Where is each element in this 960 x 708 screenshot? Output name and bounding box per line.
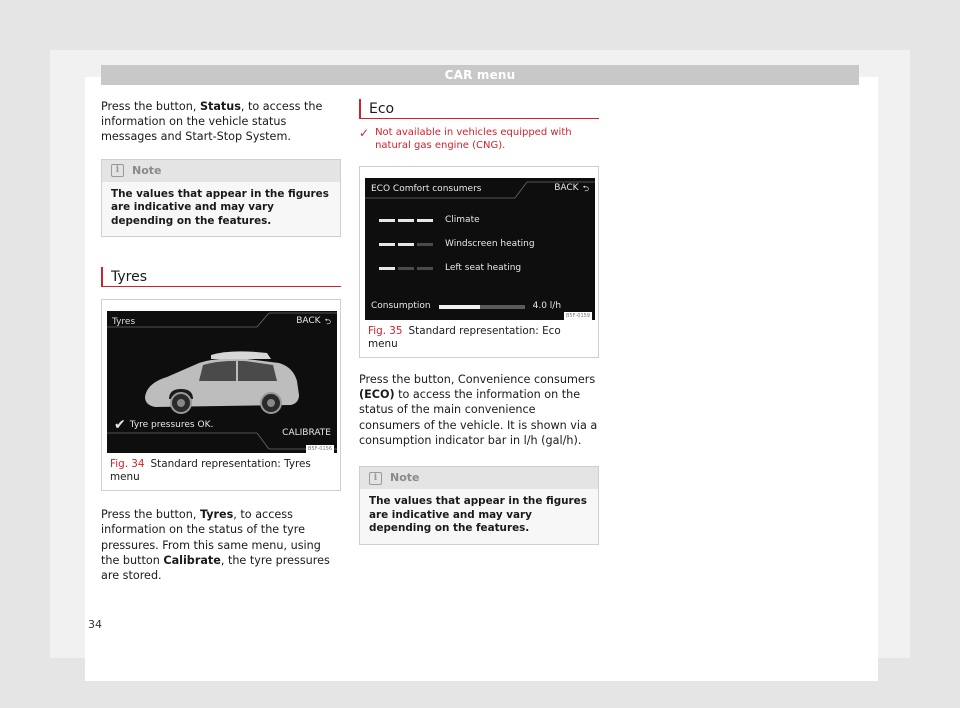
tyre-status: ✔ Tyre pressures OK.: [114, 416, 214, 433]
figure-eco: [359, 166, 599, 358]
eco-term: (ECO): [359, 388, 395, 402]
tyres-screen-title: Tyres: [112, 317, 136, 328]
consumer-label: Climate: [445, 215, 480, 225]
level-dash: [417, 267, 433, 270]
middle-column: [359, 99, 599, 545]
level-dash: [398, 243, 414, 246]
tyres-paragraph: Press the button, Tyres, to access information on the status of the tyre pressures. From this same menu, using the button Calibrate, the tyre pressures are stored.: [101, 508, 330, 582]
calibrate-button[interactable]: CALIBRATE: [282, 427, 331, 438]
note-header: [102, 160, 340, 182]
note-box: [101, 159, 341, 238]
level-dash: [417, 219, 433, 222]
note-text: The values that appear in the figures are indicative and may vary depending on the features.: [369, 495, 587, 535]
level-dash: [379, 243, 395, 246]
figure-number: Fig. 35: [368, 325, 403, 337]
info-icon: i: [111, 164, 124, 177]
figure-number: Fig. 34: [110, 458, 145, 471]
consumption-bar: [439, 305, 525, 309]
left-column: [101, 99, 341, 583]
eco-screen: [365, 178, 595, 320]
consumption-value: 4.0 l/h: [532, 301, 562, 311]
image-code: B5F-0156: [307, 446, 332, 453]
note-title: Note: [390, 471, 420, 485]
consumer-level-indicator: [379, 267, 439, 270]
figure-tyres: [101, 299, 341, 491]
back-arrow-icon: ⮌: [324, 317, 331, 327]
figure-caption: Fig. 35 Standard representation: Eco menu: [368, 325, 561, 350]
chapter-header: CAR menu: [101, 65, 859, 85]
note-text: The values that appear in the figures are indicative and may vary depending on the features.: [111, 187, 329, 227]
back-button[interactable]: BACK ⮌: [554, 181, 589, 196]
status-term: Status: [199, 100, 241, 113]
calibrate-term: Calibrate: [163, 553, 221, 567]
note-header: [360, 467, 598, 489]
level-dash: [379, 219, 395, 222]
level-dash: [398, 267, 414, 270]
section-title-eco: Eco: [359, 99, 599, 119]
note-title: Note: [132, 163, 162, 177]
consumer-row: [379, 237, 535, 252]
section-title-tyres: Tyres: [101, 267, 341, 287]
consumer-level-indicator: [379, 243, 439, 246]
consumption-indicator: [371, 299, 561, 314]
eco-screen-title: ECO Comfort consumers: [371, 184, 482, 194]
level-dash: [417, 243, 433, 246]
consumption-label: Consumption: [371, 301, 431, 311]
tyres-term: Tyres: [199, 508, 234, 522]
consumer-row: [379, 213, 480, 228]
page-number: 34: [88, 618, 102, 631]
consumer-label: Left seat heating: [445, 263, 522, 273]
checkmark-icon: ✓: [359, 126, 370, 140]
figure-caption: Fig. 34 Standard representation: Tyres menu: [110, 458, 311, 484]
consumer-row: [379, 261, 521, 276]
tyres-screen: [107, 311, 337, 453]
info-icon: i: [369, 472, 382, 485]
car-icon: [145, 352, 299, 414]
note-box: [359, 466, 599, 545]
image-code: B5F-0159: [565, 313, 590, 319]
availability-note: ✓ Not available in vehicles equipped with natural gas engine (CNG).: [359, 126, 572, 151]
eco-paragraph: Press the button, Convenience consumers (ECO) to access the information on the status of the main convenience consumers of the vehicle. It is shown via a consumption indicator bar in l/h (gal/h).: [359, 373, 598, 447]
level-dash: [379, 267, 395, 270]
status-paragraph: Press the button, Status, to access the information on the vehicle status messages and Start-Stop System.: [101, 100, 323, 144]
back-arrow-icon: ⮌: [582, 184, 589, 193]
consumer-level-indicator: [379, 219, 439, 222]
consumer-label: Windscreen heating: [445, 239, 535, 249]
consumption-bar-fill: [439, 305, 480, 309]
back-button[interactable]: BACK ⮌: [296, 314, 331, 329]
checkmark-icon: ✔: [114, 416, 126, 433]
level-dash: [398, 219, 414, 222]
